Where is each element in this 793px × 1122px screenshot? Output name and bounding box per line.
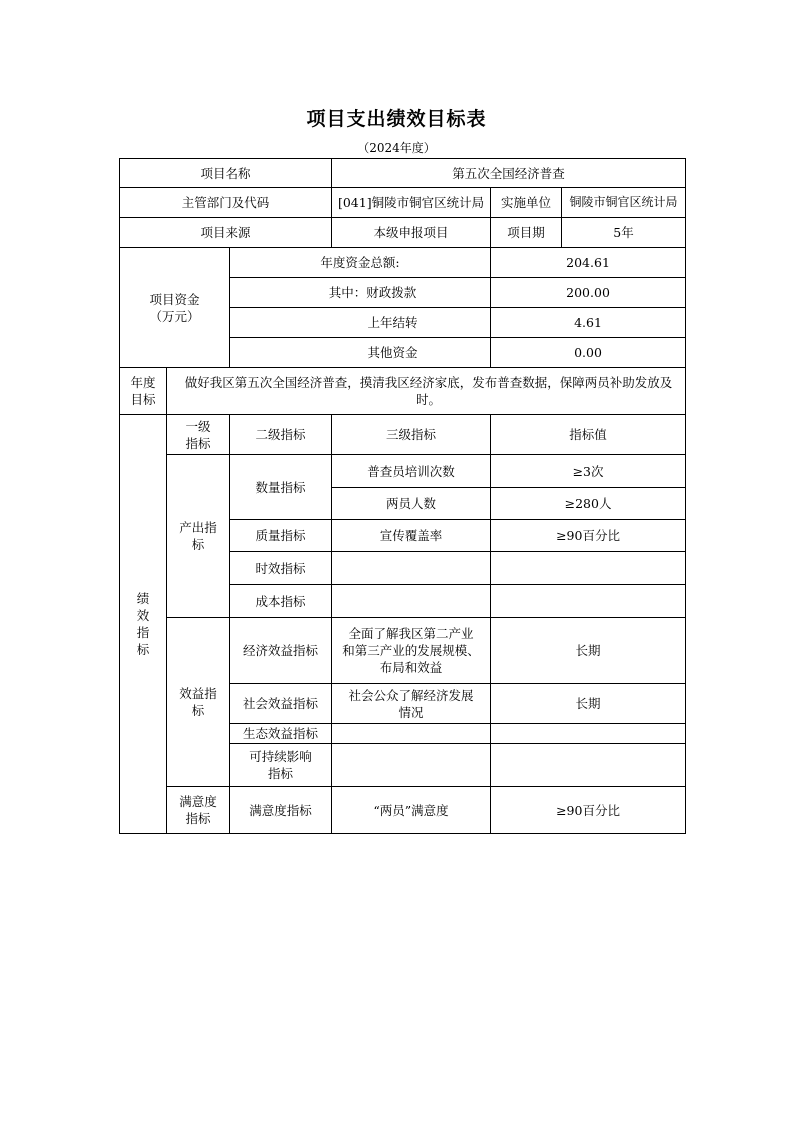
empty-cell bbox=[332, 585, 491, 618]
performance-label-char: 指 bbox=[136, 625, 150, 640]
empty-cell bbox=[491, 552, 686, 585]
indicator-row bbox=[120, 618, 686, 684]
sustainable-label-line2: 指标 bbox=[268, 766, 294, 781]
empty-cell bbox=[332, 724, 491, 744]
performance-label bbox=[120, 415, 167, 834]
implementing-unit-value: 铜陵市铜官区统计局 bbox=[562, 188, 686, 218]
project-name-label: 项目名称 bbox=[120, 159, 332, 188]
benefit-label bbox=[167, 618, 230, 787]
indicator-name bbox=[332, 618, 491, 684]
source-row bbox=[120, 218, 686, 248]
implementing-unit-label: 实施单位 bbox=[491, 188, 562, 218]
source-value: 本级申报项目 bbox=[332, 218, 491, 248]
level1-header-line1: 一级 bbox=[185, 418, 211, 434]
benefit-label-line2: 标 bbox=[191, 703, 205, 718]
level2-header: 二级指标 bbox=[230, 415, 332, 455]
timeliness-label: 时效指标 bbox=[230, 552, 332, 585]
funds-fiscal-label: 其中：财政拨款 bbox=[230, 278, 491, 308]
funds-other-value: 0.00 bbox=[491, 338, 686, 368]
level3-header: 三级指标 bbox=[332, 415, 491, 455]
annual-goal-label bbox=[120, 368, 167, 415]
indicator-name: “两员”满意度 bbox=[332, 787, 491, 834]
benefit-label-line1: 效益指 bbox=[179, 686, 217, 701]
indicator-value: 长期 bbox=[491, 618, 686, 684]
funds-total-label: 年度资金总额: bbox=[230, 248, 491, 278]
level1-header-line2: 指标 bbox=[185, 435, 211, 451]
indicator-name-line: 全面了解我区第二产业 bbox=[348, 626, 474, 641]
empty-cell bbox=[491, 585, 686, 618]
funds-label-line2: （万元） bbox=[149, 308, 200, 324]
indicator-name: 普查员培训次数 bbox=[332, 455, 491, 488]
department-row bbox=[120, 188, 686, 218]
indicator-name: 宣传覆盖率 bbox=[332, 520, 491, 552]
ecological-benefit-label: 生态效益指标 bbox=[230, 724, 332, 744]
annual-goal-text: 做好我区第五次全国经济普查，摸清我区经济家底，发布普查数据，保障两员补助发放及时。 bbox=[167, 368, 686, 415]
project-name-value: 第五次全国经济普查 bbox=[332, 159, 686, 188]
output-label-line2: 标 bbox=[191, 537, 205, 552]
department-label: 主管部门及代码 bbox=[120, 188, 332, 218]
empty-cell bbox=[332, 744, 491, 787]
satisfaction-label-line2: 指标 bbox=[185, 811, 211, 826]
fiscal-year: （2024年度） bbox=[357, 141, 436, 155]
annual-goal-label-line1: 年度 bbox=[130, 375, 156, 390]
indicator-name-line: 情况 bbox=[398, 704, 424, 720]
level1-header bbox=[167, 415, 230, 455]
indicator-name-line: 布局和效益 bbox=[379, 660, 443, 675]
indicator-value: ≥90百分比 bbox=[491, 520, 686, 552]
performance-label-char: 效 bbox=[136, 608, 150, 623]
performance-target-table bbox=[119, 158, 686, 834]
annual-goal-label-line2: 目标 bbox=[130, 392, 156, 407]
quality-label: 质量指标 bbox=[230, 520, 332, 552]
indicator-row bbox=[120, 455, 686, 488]
satisfaction-label bbox=[167, 787, 230, 834]
sustainable-label-line1: 可持续影响 bbox=[249, 749, 312, 764]
source-label: 项目来源 bbox=[120, 218, 332, 248]
funds-carryover-value: 4.61 bbox=[491, 308, 686, 338]
annual-goal-row bbox=[120, 368, 686, 415]
output-label-line1: 产出指 bbox=[179, 520, 217, 535]
sustainable-impact-label bbox=[230, 744, 332, 787]
period-label: 项目期 bbox=[491, 218, 562, 248]
period-value: 5年 bbox=[562, 218, 686, 248]
funds-carryover-label: 上年结转 bbox=[230, 308, 491, 338]
economic-benefit-label: 经济效益指标 bbox=[230, 618, 332, 684]
indicator-value-header: 指标值 bbox=[491, 415, 686, 455]
indicator-value: 长期 bbox=[491, 684, 686, 724]
output-label bbox=[167, 455, 230, 618]
funds-other-label: 其他资金 bbox=[230, 338, 491, 368]
empty-cell bbox=[491, 744, 686, 787]
indicator-value: ≥90百分比 bbox=[491, 787, 686, 834]
indicator-row bbox=[120, 787, 686, 834]
indicator-name-line: 和第三产业的发展规模、 bbox=[342, 643, 480, 658]
cost-label: 成本指标 bbox=[230, 585, 332, 618]
satisfaction-label-line1: 满意度 bbox=[179, 794, 217, 809]
social-benefit-label: 社会效益指标 bbox=[230, 684, 332, 724]
empty-cell bbox=[491, 724, 686, 744]
funds-row bbox=[120, 248, 686, 278]
indicator-value: ≥280人 bbox=[491, 488, 686, 520]
satisfaction-sub-label: 满意度指标 bbox=[230, 787, 332, 834]
indicator-name-line: 社会公众了解经济发展 bbox=[348, 687, 474, 703]
funds-label-line1: 项目资金 bbox=[149, 291, 200, 307]
funds-fiscal-value: 200.00 bbox=[491, 278, 686, 308]
performance-label-char: 绩 bbox=[136, 591, 150, 606]
empty-cell bbox=[332, 552, 491, 585]
indicator-name bbox=[332, 684, 491, 724]
indicator-name: 两员人数 bbox=[332, 488, 491, 520]
indicator-header-row bbox=[120, 415, 686, 455]
quantity-label: 数量指标 bbox=[230, 455, 332, 520]
project-name-row bbox=[120, 159, 686, 188]
funds-label bbox=[120, 248, 230, 368]
funds-total-value: 204.61 bbox=[491, 248, 686, 278]
indicator-value: ≥3次 bbox=[491, 455, 686, 488]
performance-label-char: 标 bbox=[136, 642, 150, 657]
page-title: 项目支出绩效目标表 bbox=[306, 108, 487, 130]
department-value: [041]铜陵市铜官区统计局 bbox=[332, 188, 491, 218]
